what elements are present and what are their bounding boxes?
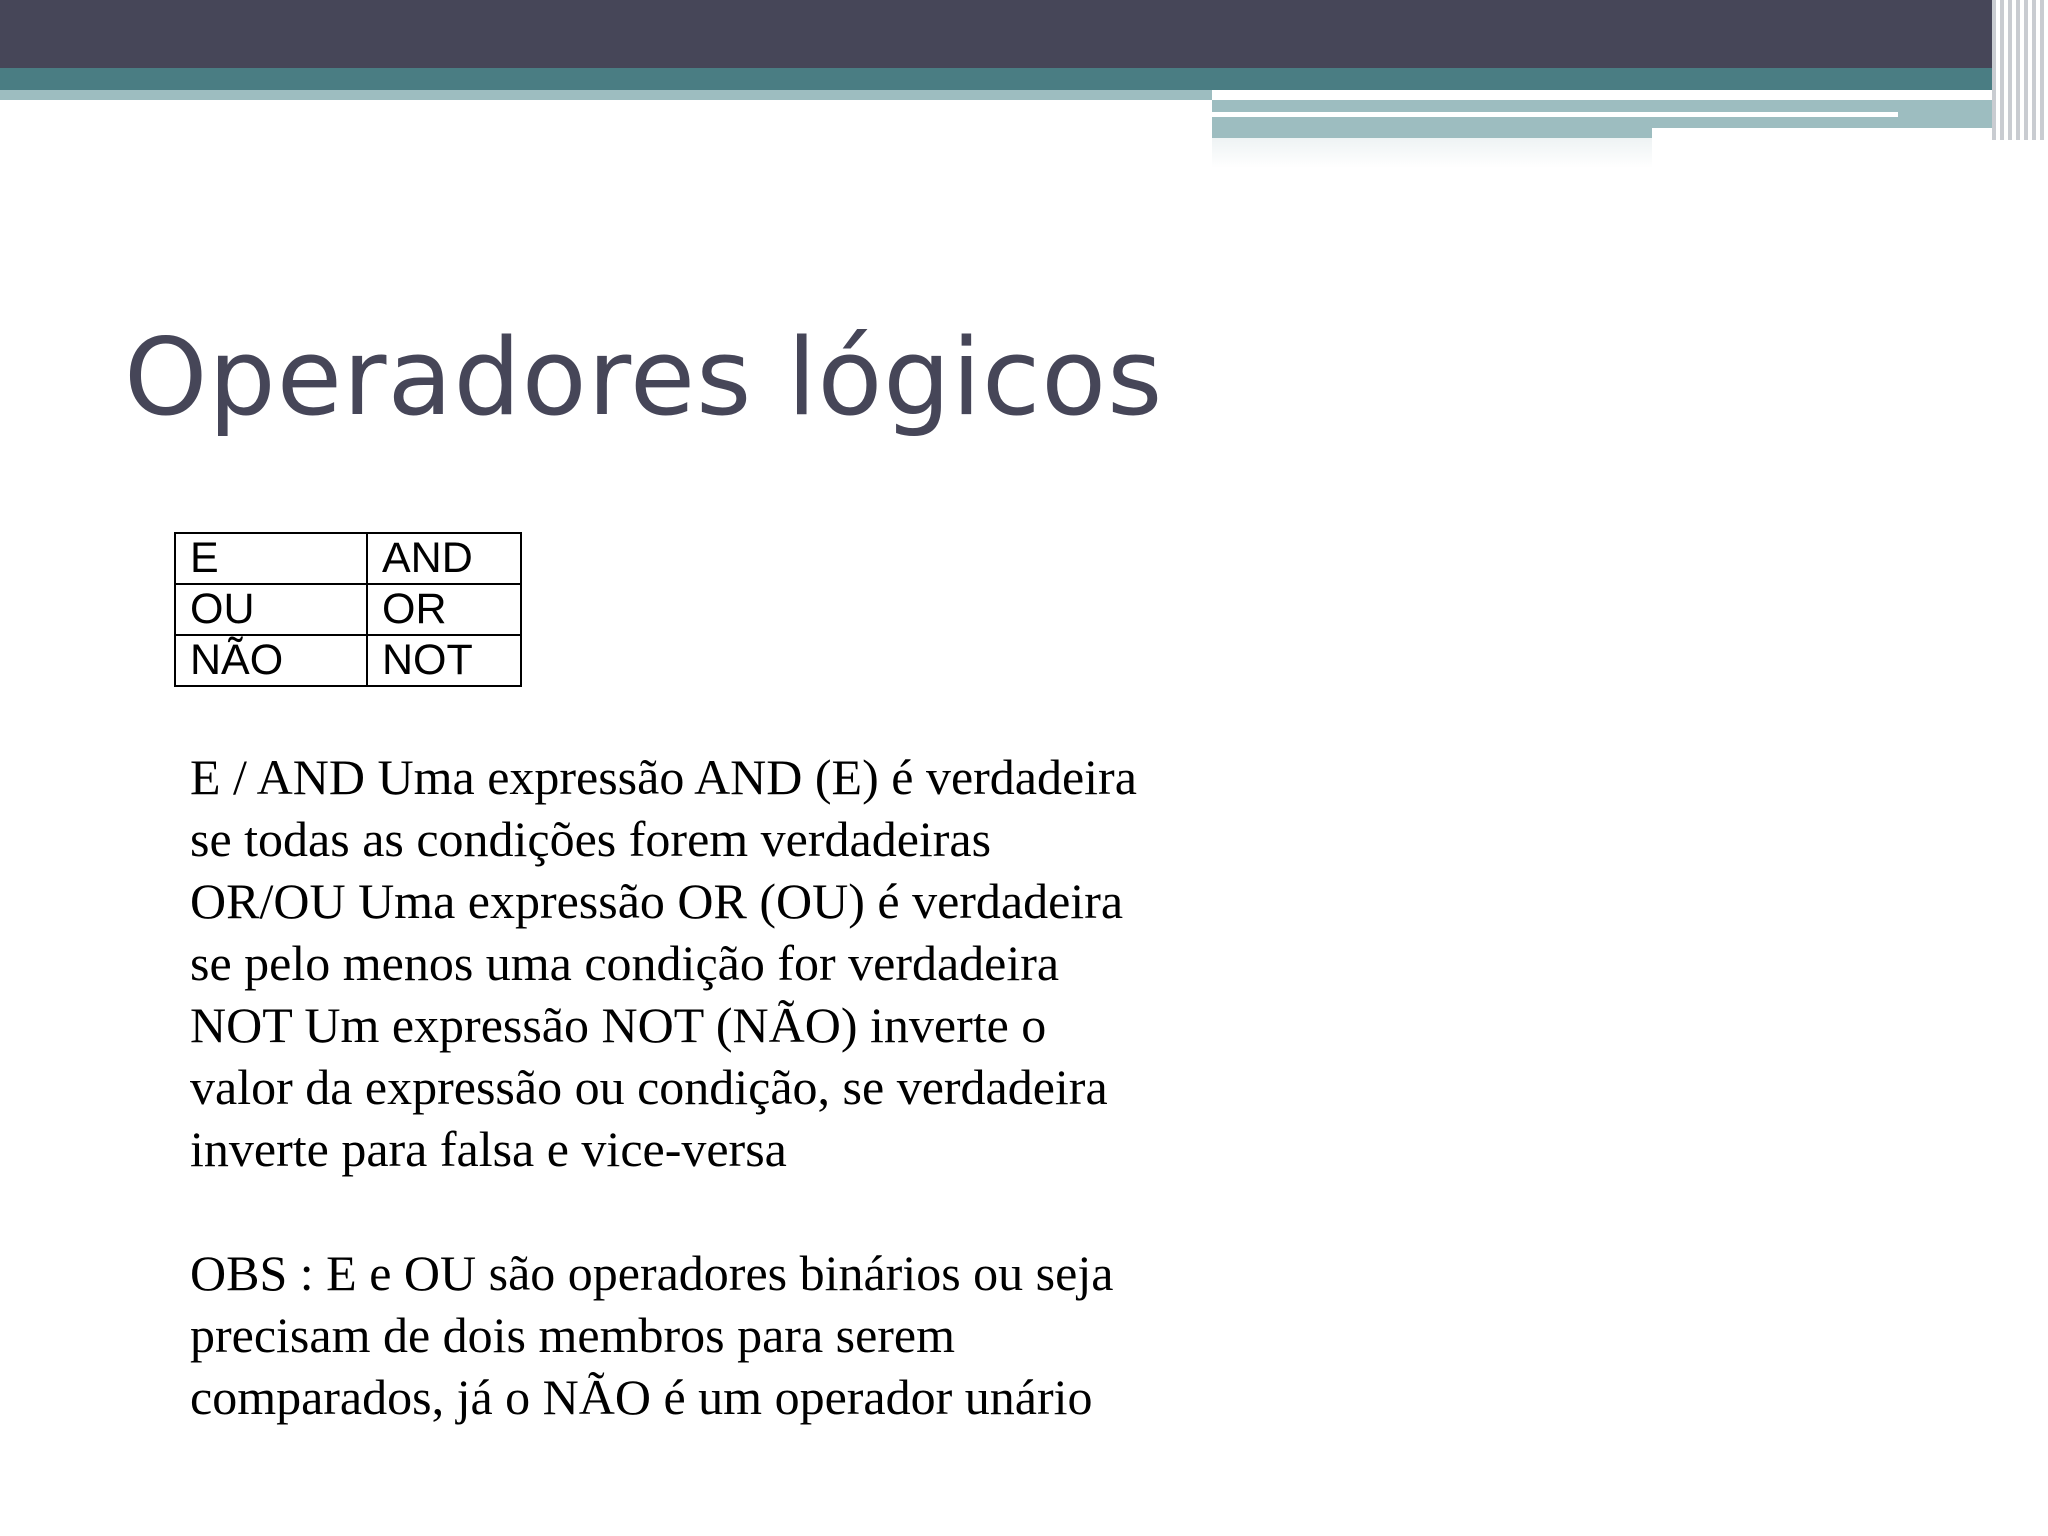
table-cell-pt: E (175, 533, 367, 584)
table-cell-pt: OU (175, 584, 367, 635)
body-line: se todas as condições forem verdadeiras (190, 811, 992, 867)
banner-light-bar-lower (1212, 128, 1652, 138)
banner-dark-bar (0, 0, 2048, 68)
banner-fade (1212, 138, 1652, 168)
body-line: OR/OU Uma expressão OR (OU) é verdadeira (190, 873, 1124, 929)
paragraph-gap (190, 1180, 1390, 1242)
table-cell-pt: NÃO (175, 635, 367, 686)
body-line: E / AND Uma expressão AND (E) é verdadeira (190, 749, 1137, 805)
body-line: inverte para falsa e vice-versa (190, 1121, 787, 1177)
banner-teal-bar (0, 68, 2048, 90)
obs-line: precisam de dois membros para serem (190, 1307, 956, 1363)
banner-stripes (1992, 0, 2048, 140)
banner-white-line (1212, 112, 1898, 117)
table-cell-en: OR (367, 584, 521, 635)
body-text (190, 746, 1390, 1428)
body-line: se pelo menos uma condição for verdadeira (190, 935, 1060, 991)
table-cell-en: NOT (367, 635, 521, 686)
table-cell-en: AND (367, 533, 521, 584)
table-row (175, 635, 521, 686)
table-row (175, 533, 521, 584)
table-row (175, 584, 521, 635)
operators-table (174, 532, 522, 687)
body-line: NOT Um expressão NOT (NÃO) inverte o (190, 997, 1047, 1053)
banner-light-bar-left (0, 90, 1212, 100)
obs-line: comparados, já o NÃO é um operador unário (190, 1369, 1093, 1425)
obs-line: OBS : E e OU são operadores binários ou seja (190, 1245, 1114, 1301)
body-line: valor da expressão ou condição, se verdadeira (190, 1059, 1108, 1115)
slide-title: Operadores lógicos (124, 316, 1164, 439)
